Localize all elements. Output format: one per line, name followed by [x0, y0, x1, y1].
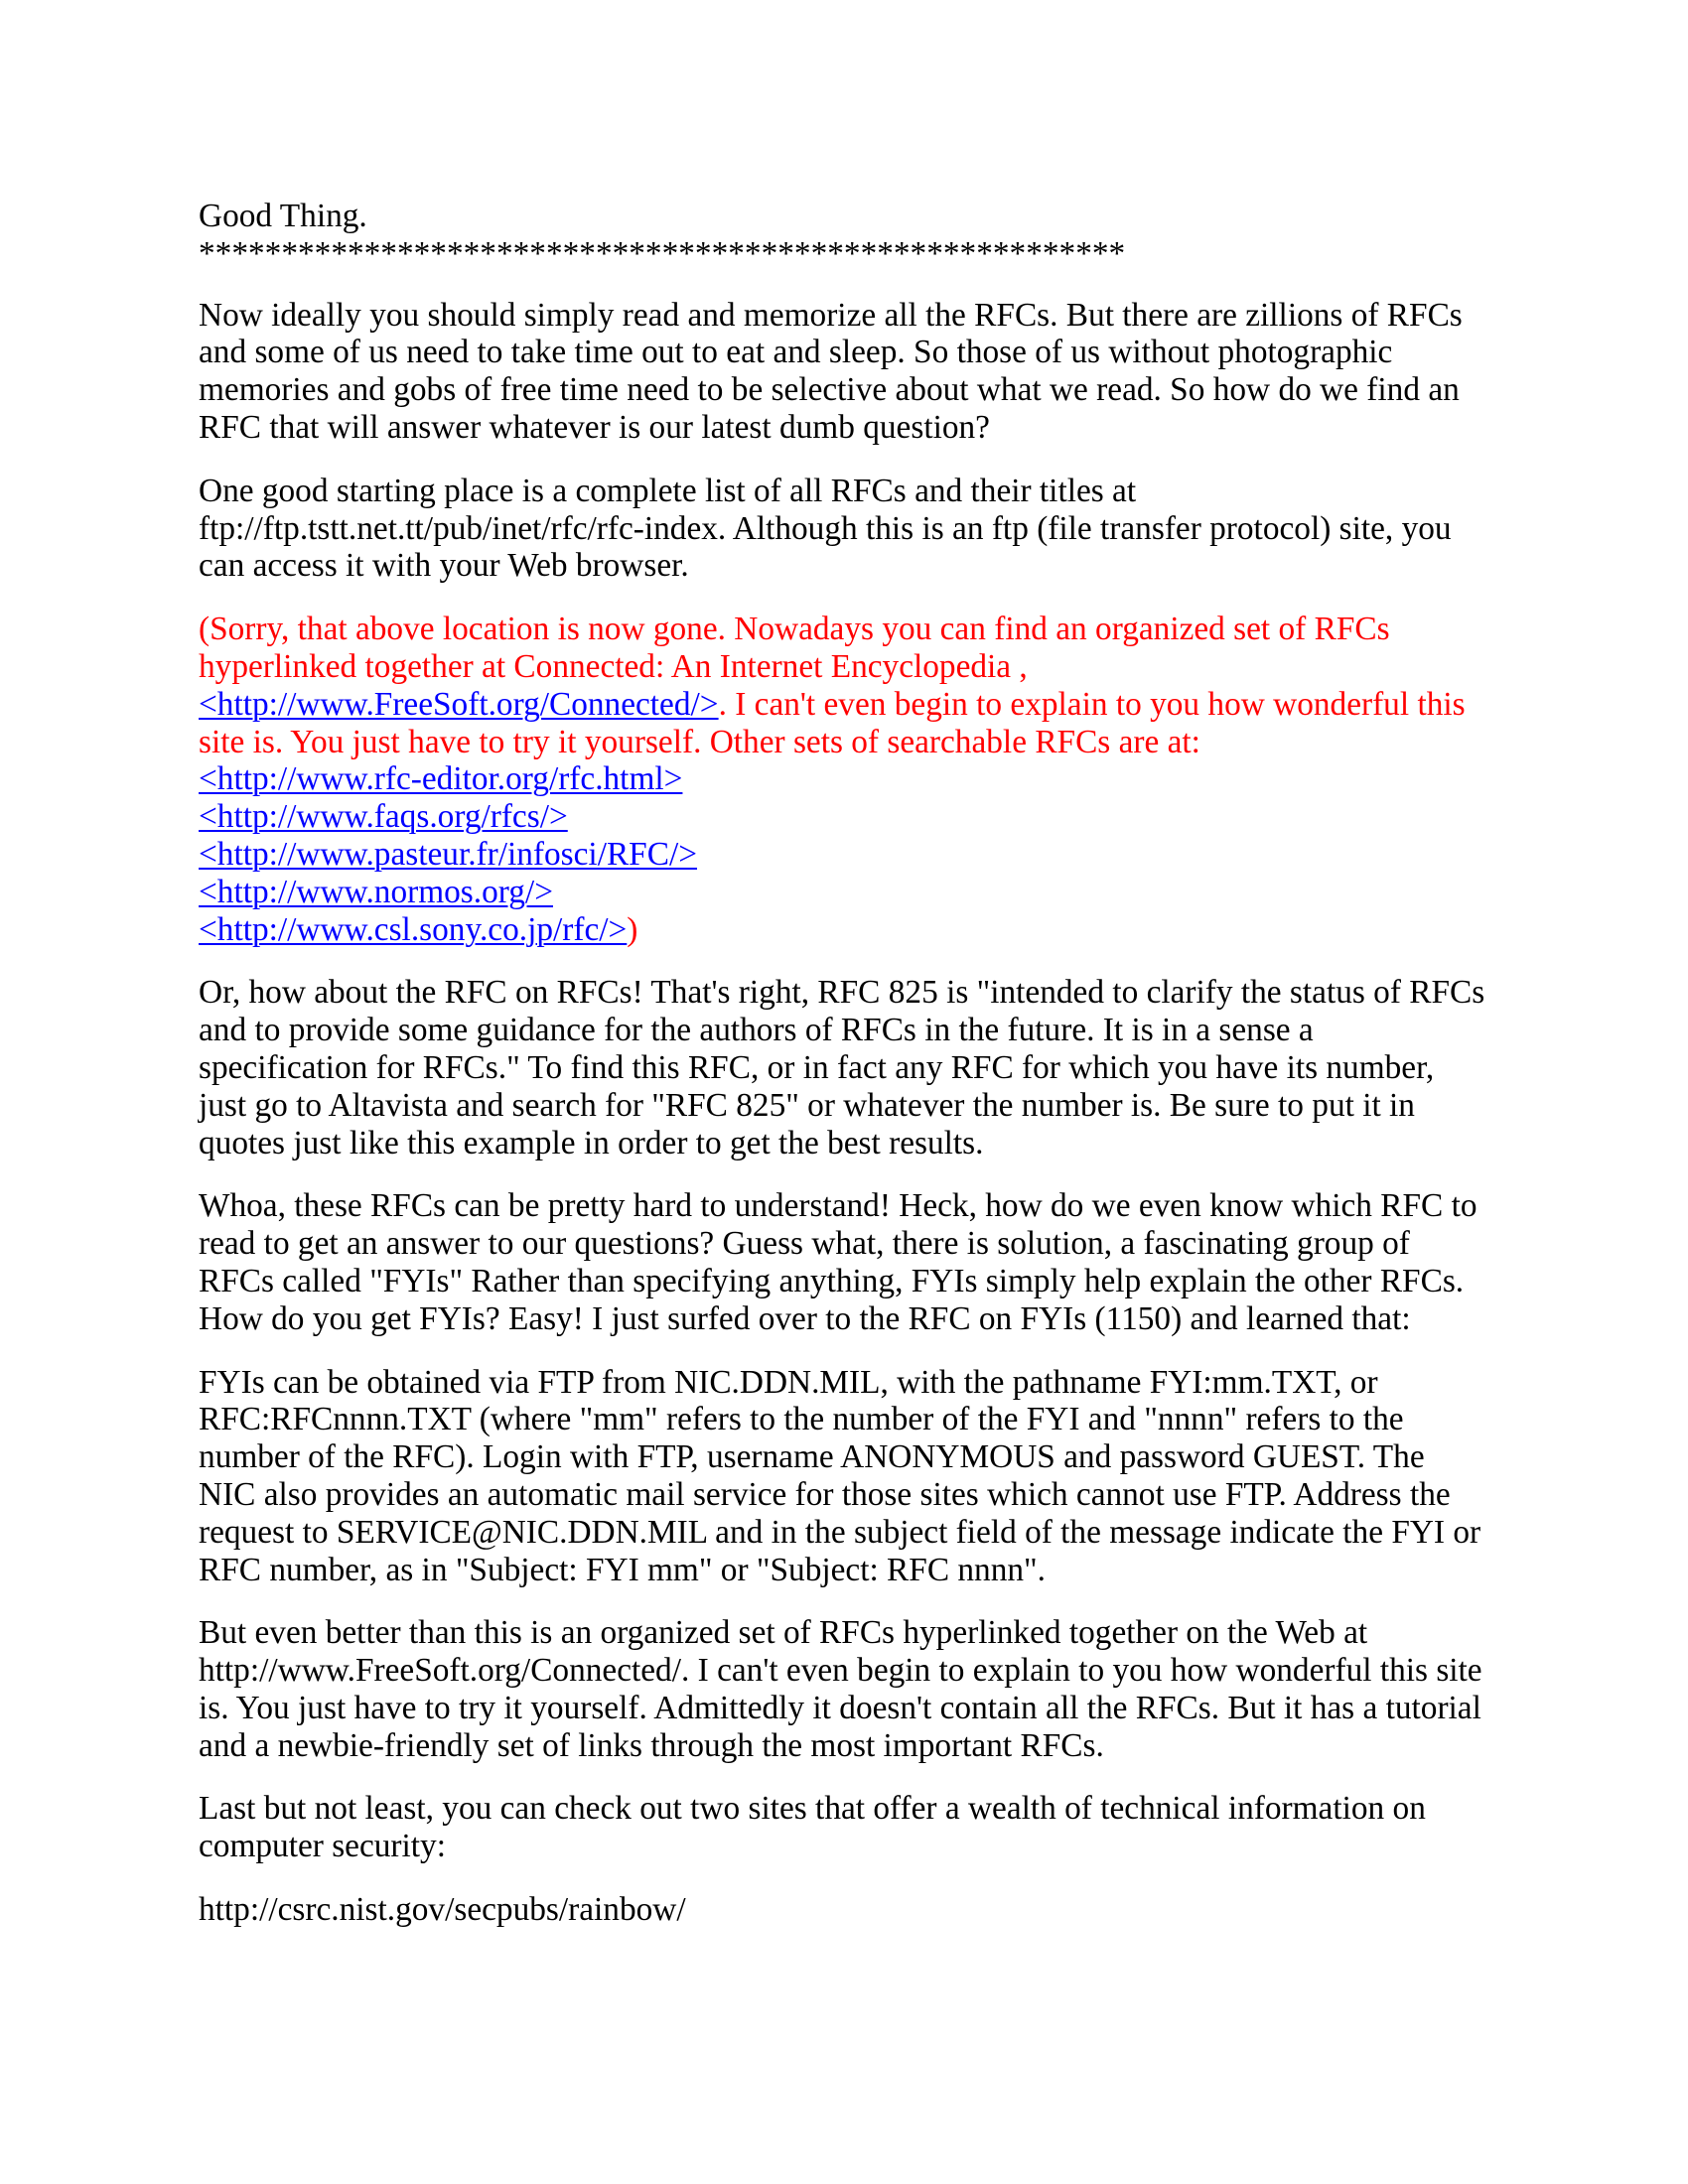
note-text: . I can't even begin to explain to you how wonderful this [718, 685, 1466, 723]
link-line [199, 760, 1529, 798]
paragraph-fyis-intro [199, 1187, 1529, 1337]
text-line: How do you get FYIs? Easy! I just surfed over to the RFC on FYIs (1150) and learned that: [199, 1299, 1411, 1337]
separator-line: ******************************************************** [199, 234, 1126, 272]
text-line: and a newbie-friendly set of links through the most important RFCs. [199, 1726, 1104, 1764]
text-line: Or, how about the RFC on RFCs! That's right, RFC 825 is "intended to clarify the status of RFCs [199, 974, 1485, 1012]
note-line: (Sorry, that above location is now gone. Nowadays you can find an organized set of RFCs [199, 611, 1390, 648]
text-line: quotes just like this example in order to get the best results. [199, 1124, 984, 1161]
text-line: computer security: [199, 1828, 446, 1865]
text-line: http://www.FreeSoft.org/Connected/. I can't even begin to explain to you how wonderful this site [199, 1652, 1482, 1690]
text-line: read to get an answer to our questions? Guess what, there is solution, a fascinating group of [199, 1225, 1410, 1263]
note-paragraph-red [199, 611, 1529, 948]
text-line: But even better than this is an organized set of RFCs hyperlinked together on the Web at [199, 1614, 1368, 1652]
text-line: just go to Altavista and search for "RFC 825" or whatever the number is. Be sure to put it in [199, 1086, 1415, 1124]
text-line: Last but not least, you can check out two sites that offer a wealth of technical information on [199, 1790, 1426, 1828]
note-line: hyperlinked together at Connected: An Internet Encyclopedia , [199, 647, 1028, 685]
link-faqs-rfcs[interactable]: <http://www.faqs.org/rfcs/> [199, 798, 568, 836]
text-line: FYIs can be obtained via FTP from NIC.DDN.MIL, with the pathname FYI:mm.TXT, or [199, 1363, 1378, 1401]
text-line: and to provide some guidance for the authors of RFCs in the future. It is in a sense a [199, 1012, 1314, 1049]
paragraph-security-sites [199, 1790, 1529, 1865]
text-line: and some of us need to take time out to eat and sleep. So those of us without photographic [199, 334, 1393, 371]
link-line [199, 874, 1529, 911]
link-rfc-editor[interactable]: <http://www.rfc-editor.org/rfc.html> [199, 760, 683, 798]
link-line [199, 911, 1529, 949]
text-line: RFC number, as in "Subject: FYI mm" or "Subject: RFC nnnn". [199, 1551, 1046, 1588]
document-page [199, 198, 1529, 1955]
url-text-rainbow: http://csrc.nist.gov/secpubs/rainbow/ [199, 1891, 686, 1929]
paragraph-memorize-rfcs [199, 297, 1529, 447]
paragraph-fyis-ftp [199, 1364, 1529, 1589]
closing-parenthesis: ) [627, 910, 638, 948]
text-line: can access it with your Web browser. [199, 547, 689, 585]
text-line: Now ideally you should simply read and memorize all the RFCs. But there are zillions of RFCs [199, 296, 1463, 334]
note-line [199, 686, 1529, 724]
link-line [199, 798, 1529, 836]
heading: Good Thing. [199, 198, 367, 234]
link-csl-sony[interactable]: <http://www.csl.sony.co.jp/rfc/> [199, 910, 628, 948]
text-line: One good starting place is a complete list of all RFCs and their titles at [199, 472, 1137, 509]
text-line: specification for RFCs." To find this RFC, or in fact any RFC for which you have its number, [199, 1048, 1435, 1086]
text-line: number of the RFC). Login with FTP, username ANONYMOUS and password GUEST. The [199, 1438, 1425, 1476]
text-line: memories and gobs of free time need to be selective about what we read. So how do we find an [199, 371, 1460, 409]
link-freesoft-connected[interactable]: <http://www.FreeSoft.org/Connected/> [199, 685, 719, 723]
link-normos[interactable]: <http://www.normos.org/> [199, 873, 553, 910]
heading-block [199, 198, 1529, 273]
final-url-block [199, 1891, 1529, 1929]
text-line: NIC also provides an automatic mail service for those sites which cannot use FTP. Address the [199, 1475, 1451, 1513]
note-line: site is. You just have to try it yourself. Other sets of searchable RFCs are at: [199, 723, 1200, 760]
paragraph-rfc-index [199, 473, 1529, 585]
link-pasteur-rfc[interactable]: <http://www.pasteur.fr/infosci/RFC/> [199, 835, 698, 873]
paragraph-rfc-on-rfcs [199, 974, 1529, 1161]
text-line: is. You just have to try it yourself. Admittedly it doesn't contain all the RFCs. But it has a tutorial [199, 1689, 1481, 1726]
text-line: RFCs called "FYIs" Rather than specifying anything, FYIs simply help explain the other RFCs. [199, 1262, 1465, 1299]
text-line: RFC:RFCnnnn.TXT (where "mm" refers to the number of the FYI and "nnnn" refers to the [199, 1401, 1404, 1438]
text-line: RFC that will answer whatever is our latest dumb question? [199, 408, 990, 446]
link-line [199, 836, 1529, 874]
text-line: request to SERVICE@NIC.DDN.MIL and in the subject field of the message indicate the FYI or [199, 1513, 1481, 1551]
paragraph-connected [199, 1614, 1529, 1764]
text-line: ftp://ftp.tstt.net.tt/pub/inet/rfc/rfc-index. Although this is an ftp (file transfer protocol) site, you [199, 509, 1452, 547]
text-line: Whoa, these RFCs can be pretty hard to understand! Heck, how do we even know which RFC to [199, 1187, 1477, 1225]
